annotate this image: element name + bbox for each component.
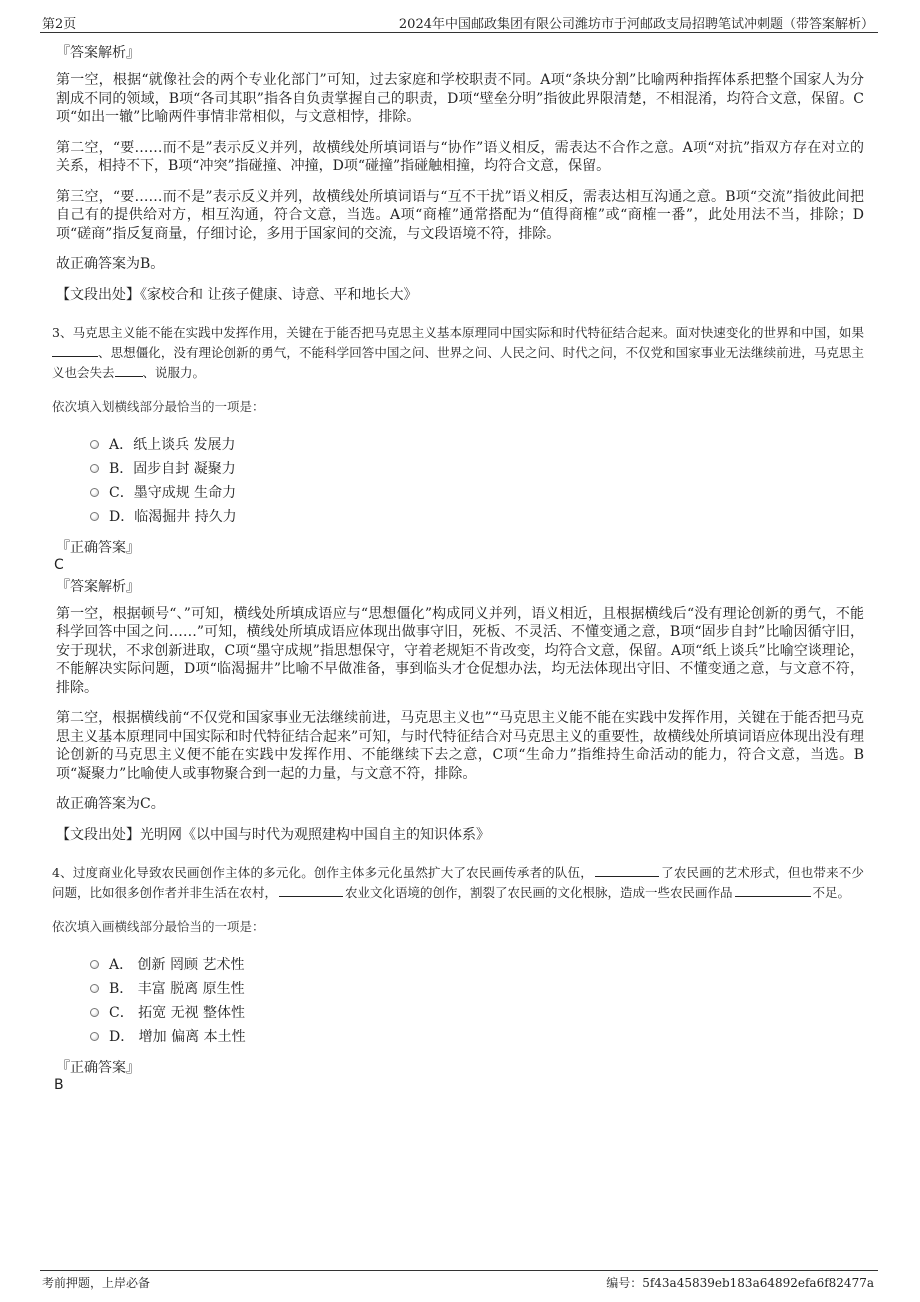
q3-blank-1 xyxy=(52,344,98,357)
q2-explanation-p1: 第一空，根据“就像社会的两个专业化部门”可知，过去家庭和学校职责不同。A项“条块分割”比喻两种指挥体系把整个国家人为分割成不同的领域，B项“各司其职”指各自负责掌握自己的职责，D项“壁垒分明”指彼此界限清楚，不相混淆，均符合文意，保留。C项“如出一辙”比喻两件事情非常相似，与文意相悖，排除。 xyxy=(56,72,864,125)
option-label: C． 拓宽 无视 整体性 xyxy=(109,1004,246,1021)
option-label: B．固步自封 凝聚力 xyxy=(109,460,236,477)
footer-slogan: 考前押题，上岸必备 xyxy=(42,1276,151,1290)
q4-blank-1 xyxy=(595,864,659,877)
q3-conclusion: 故正确答案为C。 xyxy=(56,796,165,812)
q4-options xyxy=(90,953,864,1049)
option-label: D．临渴掘井 持久力 xyxy=(109,508,237,525)
radio-icon[interactable] xyxy=(90,488,99,497)
q4-option-a[interactable] xyxy=(90,953,864,977)
q2-explanation-label: 『答案解析』 xyxy=(56,45,140,61)
q2-explanation-p2: 第二空，“要……而不是”表示反义并列，故横线处所填词语与“协作”语义相反，需表达不合作之意。A项“对抗”指双方存在对立的关系，相持不下，B项“冲突”指碰撞、冲撞，D项“碰撞”指碰触相撞，均符合文意，保留。 xyxy=(56,139,864,174)
q3-answer: C xyxy=(54,556,64,573)
q3-source: 【文段出处】光明网《以中国与时代为观照建构中国自主的知识体系》 xyxy=(56,826,490,843)
radio-icon[interactable] xyxy=(90,464,99,473)
page-header xyxy=(40,10,878,33)
q3-text-2: 、思想僵化，没有理论创新的勇气，不能科学回答中国之问、世界之问、人民之问、时代之问，不仅党和国家事业无法继续前进，马克思主义也会失去 xyxy=(52,344,864,380)
radio-icon[interactable] xyxy=(90,1008,99,1017)
q3-hint: 依次填入划横线部分最恰当的一项是： xyxy=(52,398,265,414)
q3-explanation-p1: 第一空，根据顿号“、”可知，横线处所填成语应与“思想僵化”构成同义并列，语义相近，且根据横线后“没有理论创新的勇气，不能科学回答中国之问……”可知，横线处所填成语应体现出做事守旧，死板、不灵活、不懂变通之意，B项“固步自封”比喻因循守旧，安于现状，不求创新进取，C项“墨守成规”指思想保守，守着老规矩不肯改变，均符合文意，保留。A项“纸上谈兵”比喻空谈理论，不能解决实际问题，D项“临渴掘井”比喻不早做准备，事到临头才仓促想办法，均无法体现出守旧、不懂变通之意，与文意不符，排除。 xyxy=(56,605,864,696)
q4-hint: 依次填入画横线部分最恰当的一项是： xyxy=(52,918,265,934)
radio-icon[interactable] xyxy=(90,512,99,521)
q3-blank-2 xyxy=(115,364,143,377)
option-label: A．纸上谈兵 发展力 xyxy=(109,436,236,453)
q4-answer: B xyxy=(54,1076,64,1093)
radio-icon[interactable] xyxy=(90,960,99,969)
q4-text-4: 不足。 xyxy=(812,884,851,900)
q3-explanation-p2: 第二空，根据横线前“不仅党和国家事业无法继续前进，马克思主义也”“马克思主义能不能在实践中发挥作用，关键在于能否把马克思主义基本原理同中国实际和时代特征结合起来”可知，与时代特征结合对马克思主义的重要性，故横线处所填词语应体现出没有理论创新的马克思主义便不能在实践中发挥作用、不能继续下去之意，C项“生命力”指维持生命活动的能力，符合文意，当选。B项“凝聚力”比喻使人或事物聚合到一起的力量，与文意不符，排除。 xyxy=(56,710,864,782)
q3-question xyxy=(52,323,864,383)
q3-option-b[interactable] xyxy=(90,457,864,481)
q4-blank-3 xyxy=(735,884,811,897)
q4-text-3: 农业文化语境的创作，割裂了农民画的文化根脉，造成一些农民画作品 xyxy=(345,884,733,900)
q4-option-b[interactable] xyxy=(90,977,864,1001)
q4-blank-2 xyxy=(279,884,343,897)
radio-icon[interactable] xyxy=(90,1032,99,1041)
page-content xyxy=(52,44,864,1098)
document-title: 2024年中国邮政集团有限公司潍坊市于河邮政支局招聘笔试冲刺题（带答案解析） xyxy=(398,17,874,32)
q3-explanation-label: 『答案解析』 xyxy=(56,578,140,595)
q4-option-c[interactable] xyxy=(90,1001,864,1025)
document-code: 编号：5f43a45839eb183a64892efa6f82477a xyxy=(606,1276,874,1290)
q3-text-1: 3、马克思主义能不能在实践中发挥作用，关键在于能否把马克思主义基本原理同中国实际和时代特征结合起来。面对快速变化的世界和中国，如果 xyxy=(52,324,864,340)
q3-option-a[interactable] xyxy=(90,433,864,457)
q3-options xyxy=(90,433,864,529)
radio-icon[interactable] xyxy=(90,984,99,993)
q3-answer-label: 『正确答案』 xyxy=(56,539,140,556)
option-label: A． 创新 罔顾 艺术性 xyxy=(109,956,245,973)
q2-explanation-p3: 第三空，“要……而不是”表示反义并列，故横线处所填词语与“互不干扰”语义相反，需表达相互沟通之意。B项“交流”指彼此间把自己有的提供给对方，相互沟通，符合文意，当选。A项“商榷”通常搭配为“值得商榷”或“商榷一番”，此处用法不当，排除；D项“磋商”指反复商量，仔细讨论，多用于国家间的交流，与文段语境不符，排除。 xyxy=(56,188,864,242)
option-label: B． 丰富 脱离 原生性 xyxy=(109,980,245,997)
q3-text-3: 、说服力。 xyxy=(142,364,206,380)
q4-question xyxy=(52,863,864,903)
q4-text-1: 4、过度商业化导致农民画创作主体的多元化。创作主体多元化虽然扩大了农民画传承者的队伍， xyxy=(52,864,593,880)
option-label: D． 增加 偏离 本土性 xyxy=(109,1028,246,1045)
option-label: C．墨守成规 生命力 xyxy=(109,484,237,501)
q2-source: 【文段出处】《家校合和 让孩子健康、诗意、平和地长大》 xyxy=(56,286,418,303)
page-footer xyxy=(40,1270,878,1291)
q3-option-d[interactable] xyxy=(90,505,864,529)
q4-answer-label: 『正确答案』 xyxy=(56,1059,140,1076)
radio-icon[interactable] xyxy=(90,440,99,449)
q4-option-d[interactable] xyxy=(90,1025,864,1049)
q2-conclusion: 故正确答案为B。 xyxy=(56,256,165,272)
q4-text-2: 了农民画的艺术形式，但也带来不少问题，比如很多创作者并非生活在农村， xyxy=(52,864,864,900)
page-number: 第2页 xyxy=(42,17,77,32)
q3-option-c[interactable] xyxy=(90,481,864,505)
